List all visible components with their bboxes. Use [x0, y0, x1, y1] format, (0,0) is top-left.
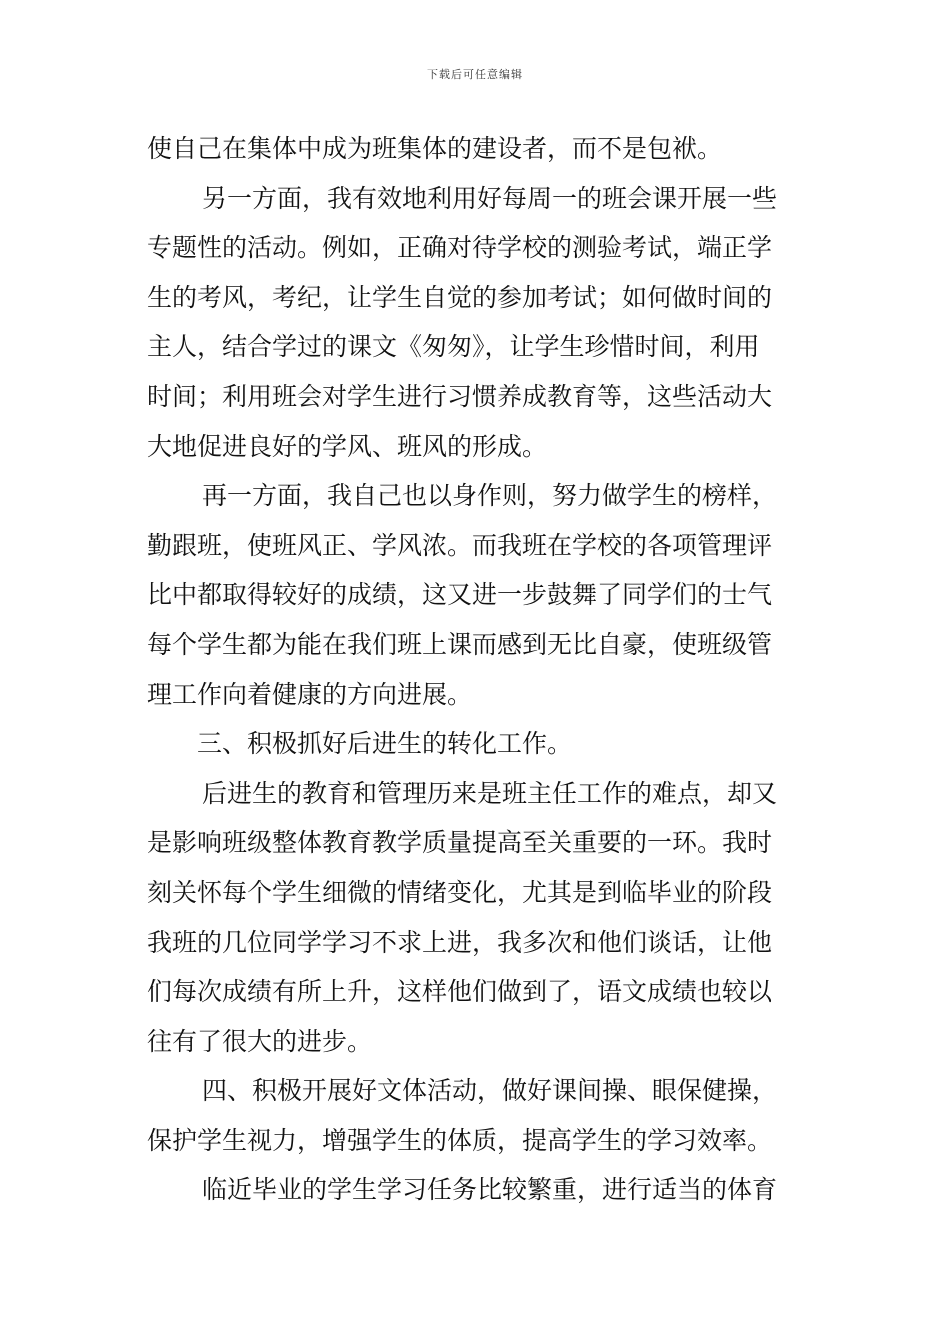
text-line: 是影响班级整体教育教学质量提高至关重要的一环。我时 [147, 828, 773, 858]
text-line: 大地促进良好的学风、班风的形成。 [147, 431, 548, 461]
text-line: 我班的几位同学学习不求上进，我多次和他们谈话，让他 [147, 927, 773, 957]
text-line: 使自己在集体中成为班集体的建设者，而不是包袱。 [147, 134, 723, 163]
paragraph-first-line: 临近毕业的学生学习任务比较繁重，进行适当的体育 [202, 1175, 778, 1205]
text-line: 保护学生视力，增强学生的体质，提高学生的学习效率。 [147, 1125, 773, 1155]
paragraph-first-line: 后进生的教育和管理历来是班主任工作的难点，却又 [202, 778, 778, 808]
text-line: 每个学生都为能在我们班上课而感到无比自豪，使班级管 [147, 629, 773, 659]
document-body [147, 124, 807, 1215]
paragraph-first-line: 另一方面，我有效地利用好每周一的班会课开展一些 [202, 183, 778, 213]
text-line: 生的考风，考纪，让学生自觉的参加考试；如何做时间的 [147, 282, 773, 312]
text-line: 刻关怀每个学生细微的情绪变化，尤其是到临毕业的阶段 [147, 877, 773, 907]
section-heading: 四、积极开展好文体活动，做好课间操、眼保健操， [202, 1076, 778, 1106]
text-line: 理工作向着健康的方向进展。 [147, 679, 473, 709]
section-heading: 三、积极抓好后进生的转化工作。 [197, 729, 573, 759]
text-line: 们每次成绩有所上升，这样他们做到了，语文成绩也较以 [147, 977, 773, 1007]
text-line: 往有了很大的进步。 [147, 1026, 373, 1056]
text-line: 勤跟班，使班风正、学风浓。而我班在学校的各项管理评 [147, 530, 773, 560]
text-line: 主人，结合学过的课文《匆匆》，让学生珍惜时间，利用 [147, 332, 760, 362]
page-header: 下载后可任意编辑 [427, 68, 523, 81]
text-line: 时间；利用班会对学生进行习惯养成教育等，这些活动大 [147, 381, 773, 411]
paragraph-first-line: 再一方面，我自己也以身作则，努力做学生的榜样， [202, 481, 778, 511]
text-line: 专题性的活动。例如，正确对待学校的测验考试，端正学 [147, 233, 773, 263]
text-line: 比中都取得较好的成绩，这又进一步鼓舞了同学们的士气 [147, 580, 773, 610]
